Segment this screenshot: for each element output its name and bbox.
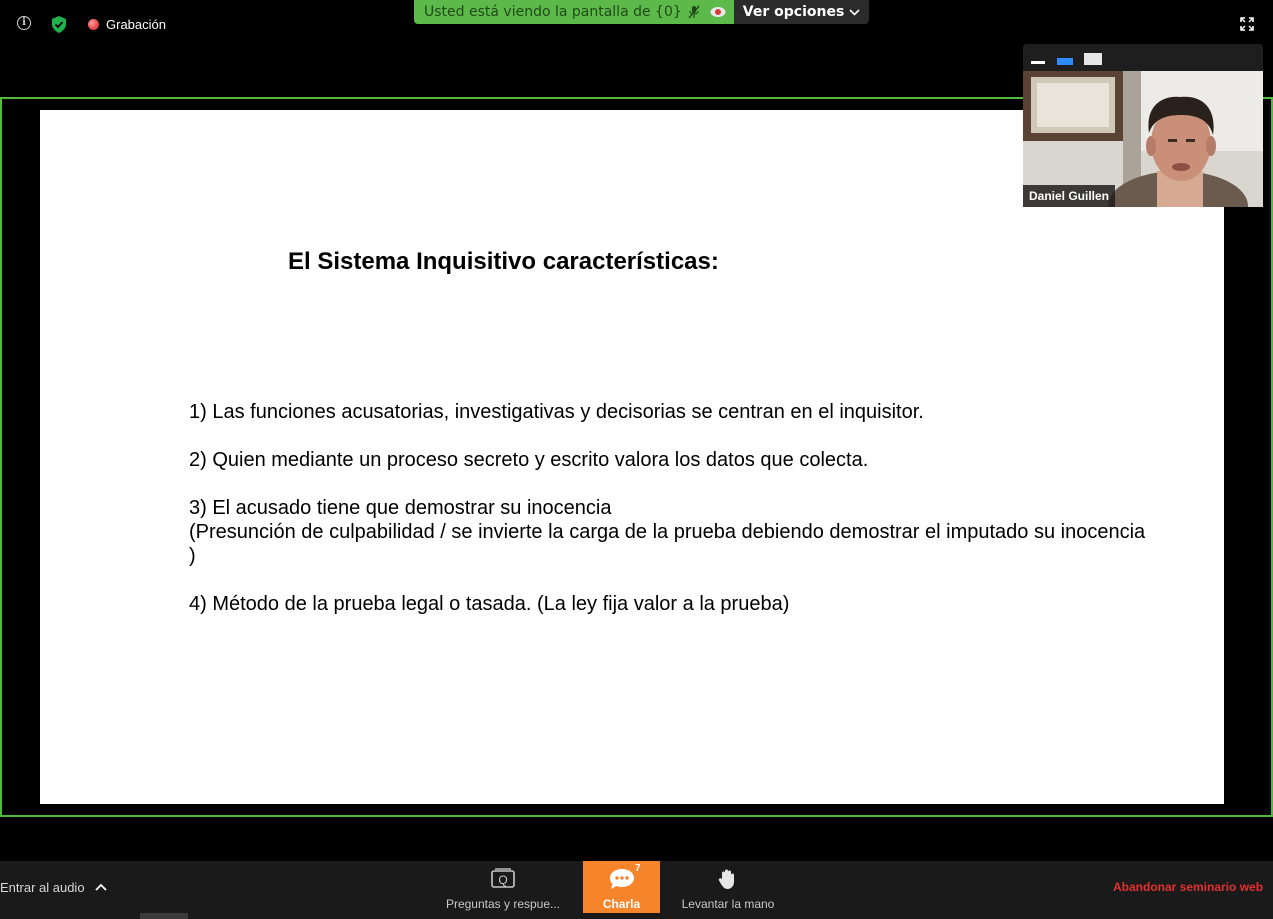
share-message: [414, 0, 734, 24]
slide-point-2: 2) Quien mediante un proceso secreto y escrito valora los datos que colecta.: [189, 449, 869, 471]
info-icon[interactable]: i: [17, 16, 31, 30]
minimize-icon[interactable]: [1031, 61, 1045, 64]
speaker-view-icon[interactable]: [1057, 58, 1073, 65]
toolbar-divider: [140, 913, 188, 919]
share-banner: [414, 0, 869, 24]
view-options-button[interactable]: [734, 0, 870, 24]
mic-off-icon: [688, 5, 700, 19]
chat-label: Charla: [602, 897, 641, 911]
view-options-label: Ver opciones: [742, 4, 845, 20]
participant-name: Daniel Guillen: [1023, 185, 1115, 207]
chevron-up-icon[interactable]: [95, 883, 107, 891]
shared-slide: [40, 110, 1224, 804]
chevron-down-icon: [849, 9, 860, 16]
chat-bubble-icon: [608, 867, 636, 891]
leave-webinar-button[interactable]: Abandonar seminario web: [1113, 880, 1264, 894]
raise-hand-button[interactable]: [672, 861, 784, 913]
join-audio-label: Entrar al audio: [0, 879, 85, 895]
slide-title: El Sistema Inquisitivo características:: [288, 248, 719, 275]
qa-label: Preguntas y respue...: [445, 897, 561, 911]
slide-point-4: 4) Método de la prueba legal o tasada. (La ley fija valor a la prueba): [189, 593, 790, 615]
qa-icon: [490, 867, 516, 889]
chat-unread-badge: 7: [635, 863, 641, 874]
slide-point-1: 1) Las funciones acusatorias, investigativas y decisorias se centran en el inquisitor.: [189, 401, 924, 423]
chat-button[interactable]: [583, 861, 660, 913]
slide-point-3: 3) El acusado tiene que demostrar su inocencia: [189, 497, 612, 519]
top-bar: [0, 0, 1273, 48]
video-thumbnail[interactable]: [1023, 44, 1263, 207]
shield-check-icon[interactable]: [51, 16, 67, 33]
record-dot-icon: [88, 19, 99, 30]
bottom-toolbar: [0, 861, 1273, 919]
slide-point-3-detail: (Presunción de culpabilidad / se invierte la carga de la prueba debiendo demostrar el imputado su inocencia ): [189, 521, 1146, 567]
recording-indicator[interactable]: [88, 16, 166, 32]
slide-points: [189, 400, 1149, 640]
qa-button[interactable]: [440, 861, 566, 913]
share-message-text: Usted está viendo la pantalla de {0}: [424, 4, 682, 20]
svg-text:Q: Q: [498, 873, 508, 887]
fullscreen-icon[interactable]: [1240, 17, 1254, 31]
gallery-view-icon[interactable]: [1084, 53, 1102, 65]
raise-hand-label: Levantar la mano: [681, 897, 775, 911]
eye-icon: [710, 6, 726, 18]
join-audio-button[interactable]: [0, 861, 107, 913]
recording-label: Grabación: [106, 16, 166, 32]
video-tile-header: [1023, 44, 1263, 71]
raise-hand-icon: [716, 867, 740, 891]
